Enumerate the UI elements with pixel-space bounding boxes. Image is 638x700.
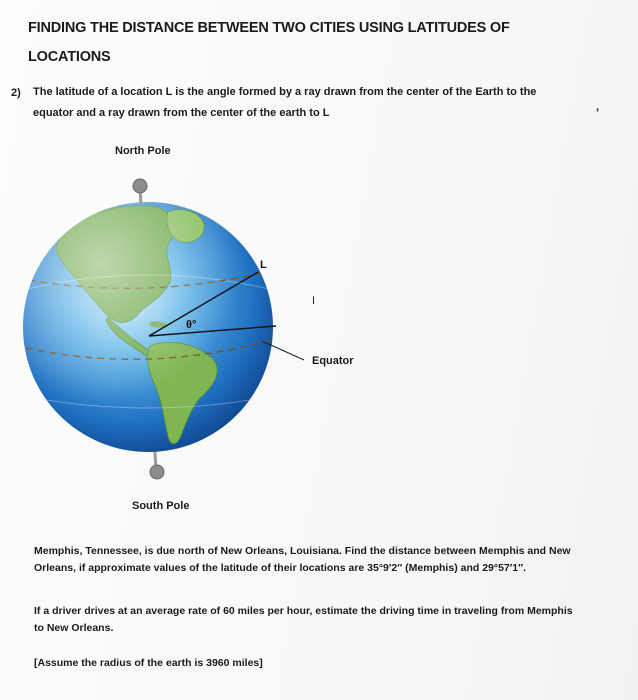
south-pole-cap xyxy=(150,465,164,479)
south-pole-label: South Pole xyxy=(132,500,190,512)
margin-mark: , xyxy=(596,101,600,113)
worksheet-title: FINDING THE DISTANCE BETWEEN TWO CITIES USING LATITUDES OF LOCATIONS xyxy=(28,20,510,65)
equator-label: Equator xyxy=(312,355,354,367)
radius-assumption: [Assume the radius of the earth is 3960 miles] xyxy=(34,657,263,669)
north-pole-label: North Pole xyxy=(115,145,171,157)
question-number: 2) xyxy=(11,87,21,99)
question-text: The latitude of a location L is the angle formed by a ray drawn from the center of the Earth to the equator and a ray drawn from the center of the earth to L xyxy=(33,86,537,119)
north-pole-cap xyxy=(133,179,147,193)
problem-statement: Memphis, Tennessee, is due north of New Orleans, Louisiana. Find the distance between Memphis and New Orleans, if approximate values of the latitude of their locations are 35°9′2″ (Memphis) and 29°57′1″. xyxy=(34,545,571,574)
angle-theta-label: θ° xyxy=(186,319,197,331)
driving-question: If a driver drives at an average rate of 60 miles per hour, estimate the driving time in traveling from Memphis to New Orleans. xyxy=(34,605,573,634)
point-l-label: L xyxy=(260,259,267,271)
side-mark: I xyxy=(312,295,316,307)
